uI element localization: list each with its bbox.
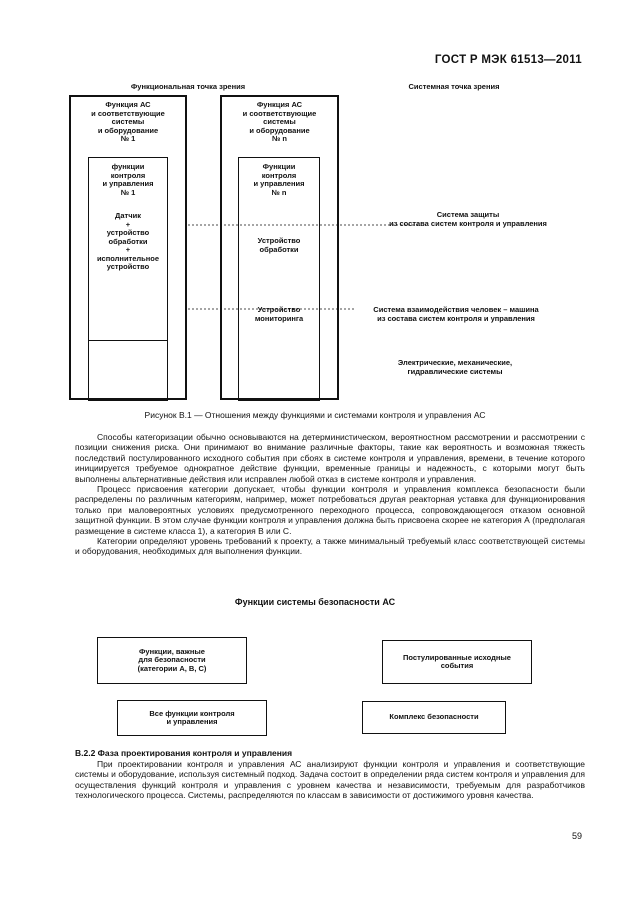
- section-paragraph: При проектировании контроля и управления АС анализируют функции контроля и управления и соответствующие системы и оборудование, используя системный подход. Задача состоит в определении ряда систем контроля и управления для осуществления функций контроля и управления с уровнем качества и независимости, требуемым для разработчиков технологического процесса. Системы, распределяются по классам в зависимости от достижимого уровня качества.: [75, 759, 585, 801]
- processing-unit-label: Устройство обработки: [257, 236, 301, 254]
- safety-functions-title: Функции системы безопасности АС: [234, 597, 396, 607]
- ic-function-n-label: Функции контроля и управления № n: [253, 162, 305, 197]
- section-title: B.2.2 Фаза проектирования контроля и управления: [75, 748, 293, 758]
- paragraph: Категории определяют уровень требований к проекту, а также минимальный требуемый класс соответствующей системы и оборудования, необходимых для выполнения функции.: [75, 536, 585, 557]
- all-ic-functions-box: Все функции контроля и управления: [117, 700, 267, 736]
- protection-system-label: Система защиты из состава систем контроля и управления: [389, 210, 547, 228]
- figure-caption: Рисунок B.1 — Отношения между функциями и системами контроля и управления АС: [144, 410, 486, 420]
- pie-box: Постулированные исходные события: [382, 640, 532, 684]
- hmi-system-label: Система взаимодействия человек – машина из состава систем контроля и управления: [373, 305, 539, 323]
- paragraph: Процесс присвоения категории допускает, чтобы функции контроля и управления комплекса безопасности были распределены по различным категориям, например, может потребоваться другая реакторная уставка для функционирования только при маловероятных условиях предусмотренного переходного процесса, сопровождающегося отказом основной защитной функции. В этом случае функции контроля и управления должна быть присвоена скорее не категория А (предполагая размещение в системе класса 1), а категория В или С.: [75, 484, 585, 536]
- system-view-heading: Системная точка зрения: [408, 82, 500, 91]
- document-id: ГОСТ Р МЭК 61513—2011: [434, 54, 582, 66]
- monitoring-unit-label: Устройство мониторинга: [254, 305, 304, 323]
- section-text-block: [75, 759, 585, 801]
- page-number: 59: [571, 831, 582, 841]
- body-paragraphs: [75, 432, 585, 557]
- safety-complex-box: Комплекс безопасности: [362, 701, 506, 734]
- electrical-systems-label: Электрические, механические, гидравлические системы: [397, 358, 513, 376]
- plant-function-n-label: Функция АС и соответствующие системы и оборудование № n: [242, 100, 317, 143]
- paragraph: Способы категоризации обычно основываются на детерминистическом, вероятностном рассмотрении и рассмотрении с позиции снижения риска. Они принимают во внимание различные факторы, такие как вероятность и возможная тяжесть последствий постулированного исходного события при сбоях в системе контроля и управления, времени, в течение которого инициируется требуемое однократное действие функции, временные границы и надежность, с которыми могут быть выполнены альтернативные действия или исправлен любой отказ в системе контроля и управления.: [75, 432, 585, 484]
- plant-function-1-label: Функция АС и соответствующие системы и оборудование № 1: [91, 100, 165, 143]
- ic-function-1-label: функции контроля и управления № 1: [102, 162, 154, 197]
- functional-view-heading: Функциональная точка зрения: [130, 82, 246, 91]
- sensor-chain-label: Датчик + устройство обработки + исполнительное устройство: [96, 211, 160, 271]
- important-functions-box: Функции, важные для безопасности (категории А, В, С): [97, 637, 247, 684]
